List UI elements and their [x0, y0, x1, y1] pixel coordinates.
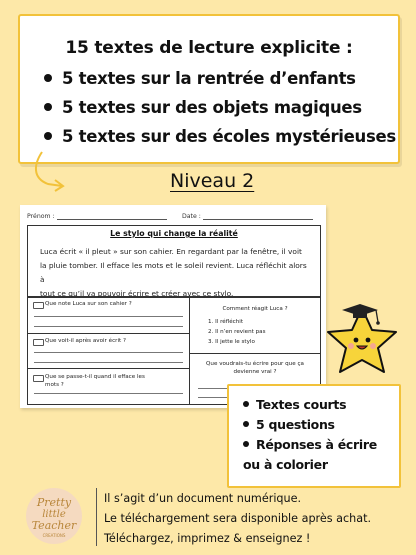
- logo-word: Pretty: [36, 496, 72, 509]
- logo-word: CREATIONS: [42, 533, 66, 538]
- feature-item: Textes courts: [243, 395, 393, 415]
- brand-logo: [22, 486, 86, 546]
- summary-item: 5 textes sur des objets magiques: [44, 93, 396, 122]
- story-line: tout ce qu’il va pouvoir écrire et créer avec ce stylo.: [40, 289, 234, 298]
- summary-item: 5 textes sur des écoles mystérieuses: [44, 122, 396, 151]
- question-label: Que note Luca sur son cahier ?: [45, 301, 132, 307]
- story-line: Luca écrit « il pleut » sur son cahier. En regardant par la fenêtre, il voit: [40, 247, 302, 256]
- level-label: Niveau 2: [170, 170, 255, 192]
- worksheet-preview: [20, 205, 326, 408]
- story-text: [40, 245, 310, 301]
- feature-item: Réponses à écrire ou à colorier: [243, 437, 377, 472]
- bullet-icon: [243, 441, 249, 447]
- summary-item: 5 textes sur la rentrée d’enfants: [44, 64, 396, 93]
- reading-box: [27, 225, 321, 297]
- divider: [96, 488, 97, 546]
- question-cell: [28, 298, 190, 334]
- name-field: Prénom :: [27, 213, 167, 220]
- question-cell: [28, 369, 190, 404]
- bullet-icon: [44, 74, 52, 82]
- bullet-icon: [243, 401, 249, 407]
- bullet-icon: [44, 132, 52, 140]
- feature-item: 5 questions: [243, 415, 393, 435]
- pencil-icon: [33, 375, 44, 382]
- date-underline: [203, 213, 313, 220]
- summary-list: [44, 64, 396, 151]
- question-cell: [28, 334, 190, 369]
- question-label: Que voit-il après avoir écrit ?: [45, 338, 126, 344]
- story-line: la pluie tomber. Il efface les mots et le soleil revient. Luca réfléchit alors à: [40, 261, 307, 284]
- answer-line: [34, 326, 183, 327]
- mcq-cell: [190, 298, 320, 354]
- answer-line: [34, 393, 183, 394]
- answer-line: [34, 362, 183, 363]
- footer-line: Téléchargez, imprimez & enseignez !: [104, 532, 311, 545]
- mcq-question: Comment réagit Luca ?: [222, 306, 288, 312]
- pencil-icon: [33, 339, 44, 346]
- mcq-option: 3. Il jette le stylo: [208, 339, 255, 345]
- story-title: Le stylo qui change la réalité: [110, 229, 238, 238]
- footer-line: Le téléchargement sera disponible après achat.: [104, 512, 372, 525]
- open-question: Que voudrais-tu écrire pour que ça devienne vrai ?: [206, 361, 304, 375]
- star-mascot-icon: [318, 298, 406, 384]
- pencil-icon: [33, 302, 44, 309]
- answer-line: [34, 352, 183, 353]
- summary-title: 15 textes de lecture explicite :: [65, 38, 353, 58]
- name-underline: [57, 213, 167, 220]
- curved-arrow-icon: [22, 150, 72, 198]
- bullet-icon: [243, 421, 249, 427]
- mcq-option: 1. Il réfléchit: [208, 319, 244, 325]
- summary-callout: [18, 14, 400, 164]
- date-field: Date :: [182, 213, 313, 220]
- answer-line: [34, 316, 183, 317]
- logo-word: Teacher: [31, 519, 77, 532]
- question-label: Que se passe-t-il quand il efface les mots ?: [45, 374, 145, 388]
- logo-word: little: [42, 509, 66, 520]
- footer-line: Il s’agit d’un document numérique.: [104, 492, 302, 505]
- mcq-option: 2. Il n’en revient pas: [208, 329, 266, 335]
- bullet-icon: [44, 103, 52, 111]
- features-list: [243, 395, 393, 475]
- footer-info: [104, 489, 371, 549]
- features-box: [227, 384, 401, 488]
